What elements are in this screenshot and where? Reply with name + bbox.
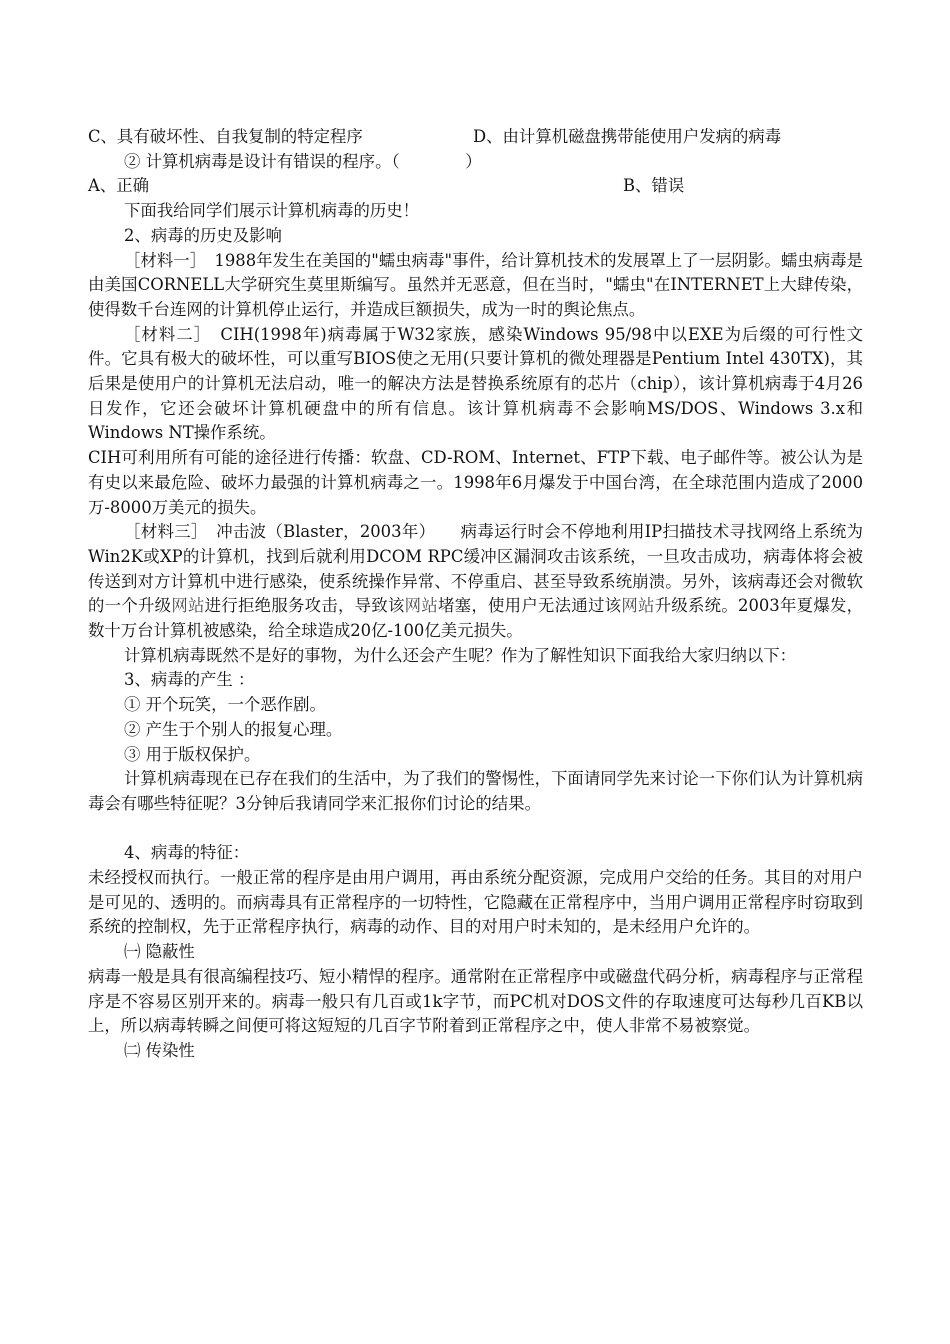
section-2-title: 2、病毒的历史及影响 [124,225,282,245]
website-word: 网站 [171,596,205,616]
material-2-continued: CIH可利用所有可能的途径进行传播：软盘、CD-ROM、Internet、FTP下载、电子邮件等。被公认为是有史以来最危险、破坏力最强的计算机病毒之一。1998年6月爆发于中国台湾，在全球范围内造成了2000万-8000万美元的损失。 [88,448,863,517]
question-2: ② 计算机病毒是设计有错误的程序。（ ） [124,151,482,171]
option-d: D、由计算机磁盘携带能使用户发病的病毒 [473,127,782,146]
website-word: 网站 [621,596,655,616]
material-3-text: 进行拒绝服务攻击，导致该 [204,596,405,616]
material-3 [88,520,863,644]
discussion-prompt: 计算机病毒现在已存在我们的生活中，为了我们的警惕性，下面请同学先来讨论一下你们认为计算机病毒会有哪些特征呢？3分钟后我请同学来汇报你们讨论的结果。 [88,769,863,813]
history-intro: 下面我给同学们展示计算机病毒的历史！ [124,201,420,221]
unauthorized-execution: 未经授权而执行。一般正常的程序是由用户调用，再由系统分配资源，完成用户交给的任务。其目的对用户是可见的、透明的。而病毒具有正常程序的一切特性，它隐藏在正常程序中，当用户调用正常程序时窃取到系统的控制权，先于正常程序执行，病毒的动作、目的对用户时未知的，是未经用户允许的。 [88,868,863,937]
origin-intro: 计算机病毒既然不是好的事物，为什么还会产生呢？作为了解性知识下面我给大家归纳以下： [124,645,797,665]
concealment-text: 病毒一般是具有很高编程技巧、短小精悍的程序。通常附在正常程序中或磁盘代码分析，病毒程序与正常程序是不容易区别开来的。病毒一般只有几百或1k字节，而PC机对DOS文件的存取速度可达每秒几百KB以上，所以病毒转瞬之间便可将这短短的几百字节附着到正常程序之中，使人非常不易被察觉。 [88,966,863,1036]
website-word: 网站 [404,596,439,616]
material-3-text: 堵塞，使用户无法通过该 [438,596,622,616]
origin-item: ② 产生于个别人的报复心理。 [124,719,343,739]
document-page [88,125,863,1064]
section-3-title: 3、病毒的产生 ： [124,670,255,690]
option-a: A、正确 [88,176,150,196]
subsection-2-title: ㈡ 传染性 [124,1041,195,1060]
material-3-text: 升级系统。2003年夏爆发，数十万台计算机被感染，给全球造成20亿-100亿美元损失。 [88,596,864,641]
option-c: C、具有破坏性、自我复制的特定程序 [88,127,363,146]
q1-options-row [88,125,863,150]
material-1: ［材料一］ 1988年发生在美国的"蠕虫病毒"事件，给计算机技术的发展罩上了一层阴影。蠕虫病毒是由美国CORNELL大学研究生莫里斯编写。虽然并无恶意，但在当时，"蠕虫"在INTERNET上大肆传染，使得数千台连网的计算机停止运行，并造成巨额损失，成为一时的舆论焦点。 [88,250,863,319]
blank-line [88,817,863,842]
option-b: B、错误 [623,176,685,196]
subsection-1-title: ㈠ 隐蔽性 [124,942,195,962]
q2-options-row [88,174,863,199]
origin-item: ③ 用于版权保护。 [124,744,261,764]
section-4-title: 4、病毒的特征： [124,843,250,863]
material-2: ［材料二］ CIH(1998年)病毒属于W32家族，感染Windows 95/98中以EXE为后缀的可行性文件。它具有极大的破坏性，可以重写BIOS使之无用(只要计算机的微处理器是Pentium Intel 430TX)，其后果是使用户的计算机无法启动，唯一的解决方法是替换系统原有的芯片（chip），该计算机病毒于4月26日发作，它还会破坏计算机硬盘中的所有信息。该计算机病毒不会影响MS/DOS、Windows 3.x和Windows NT操作系统。 [88,324,863,443]
material-3-text: ［材料三］ 冲击波（Blaster，2003年） 病毒运行时会不停地利用IP扫描技术寻找网络上系统为Win2K或XP的计算机，找到后就利用DCOM RPC缓冲区漏洞攻击该系统，一旦攻击成功，病毒体将会被传送到对方计算机中进行感染，使系统操作异常、不停重启、甚至导致系统崩溃。另外，该病毒还会对微软的一个升级 [88,522,863,616]
origin-item: ① 开个玩笑，一个恶作剧。 [124,695,326,715]
